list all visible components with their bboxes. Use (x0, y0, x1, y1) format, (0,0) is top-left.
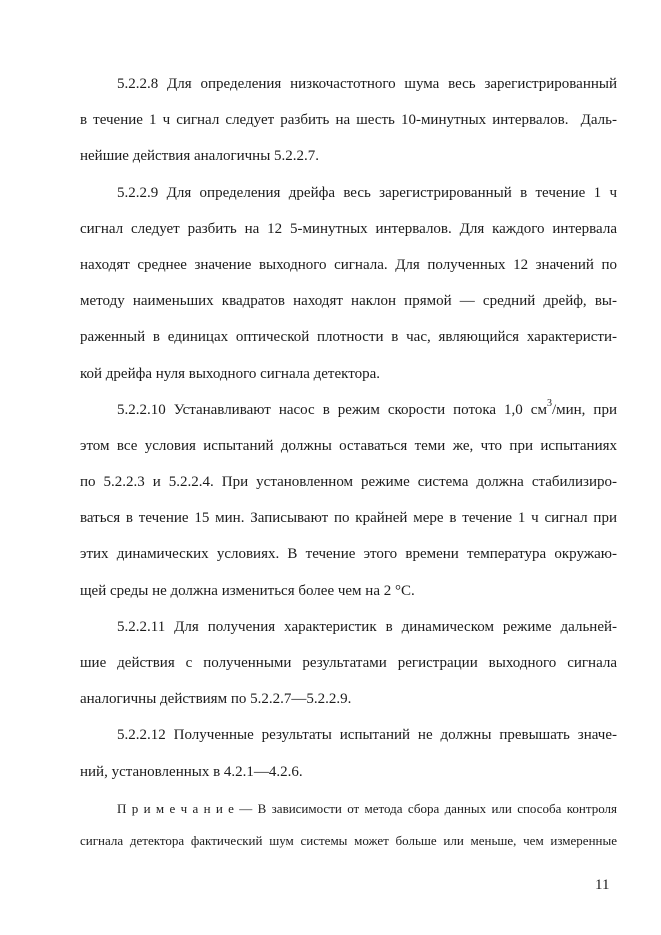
paragraph-5-2-2-11 (80, 609, 617, 718)
text-segment: /мин, при (551, 401, 617, 418)
paragraph-5-2-2-8 (80, 66, 617, 175)
text-line-with-superscript (80, 392, 617, 428)
note-line: П р и м е ч а н и е — В зависимости от метода сбора данных или способа контроля (117, 801, 617, 816)
text-line: раженный в единицах оптической плотности в час, являющийся характеристи- (80, 329, 617, 346)
text-line: нейшие действия аналогичны 5.2.2.7. (80, 148, 320, 165)
paragraph-5-2-2-12 (80, 717, 617, 789)
text-line: 5.2.2.9 Для определения дрейфа весь зарегистрированный в течение 1 ч (117, 184, 617, 201)
note-line: сигнала детектора фактический шум системы может больше или меньше, чем измеренные (80, 833, 617, 848)
text-line: 5.2.2.12 Полученные результаты испытаний не должны превышать значе- (117, 727, 617, 744)
note (80, 793, 617, 857)
text-line: этих динамических условиях. В течение этого времени температура окружаю- (80, 546, 617, 563)
text-line: сигнал следует разбить на 12 5-минутных интервалов. Для каждого интервала (80, 220, 617, 237)
text-line: этом все условия испытаний должны оставаться теми же, что при испытаниях (80, 437, 617, 454)
text-line: 5.2.2.8 Для определения низкочастотного шума весь зарегистрированный (117, 76, 617, 92)
text-line: шие действия с полученными результатами регистрации выходного сигнала (80, 655, 617, 671)
body-text (80, 66, 617, 790)
text-line: 5.2.2.11 Для получения характеристик в динамическом режиме дальней- (117, 618, 617, 635)
paragraph-5-2-2-10 (80, 392, 617, 609)
paragraph-5-2-2-9 (80, 175, 617, 392)
text-line: кой дрейфа нуля выходного сигнала детектора. (80, 365, 380, 382)
text-line: в течение 1 ч сигнал следует разбить на шесть 10-минутных интервалов. Даль- (80, 112, 617, 129)
text-line: методу наименьших квадратов находят наклон прямой — средний дрейф, вы- (80, 293, 617, 310)
text-segment: 5.2.2.10 Устанавливают насос в режим скорости потока 1,0 см (117, 401, 547, 418)
text-line: ний, установленных в 4.2.1—4.2.6. (80, 763, 303, 780)
text-line: ваться в течение 15 мин. Записывают по крайней мере в течение 1 ч сигнал при (80, 510, 617, 527)
text-line: находят среднее значение выходного сигнала. Для полученных 12 значений по (80, 256, 617, 273)
page-number: 11 (595, 877, 610, 893)
text-line: по 5.2.2.3 и 5.2.2.4. При установленном режиме система должна стабилизиро- (80, 474, 617, 491)
superscript-3: 3 (546, 397, 552, 409)
text-line: щей среды не должна измениться более чем на 2 °С. (80, 582, 415, 599)
text-line: аналогичны действиям по 5.2.2.7—5.2.2.9. (80, 691, 352, 708)
